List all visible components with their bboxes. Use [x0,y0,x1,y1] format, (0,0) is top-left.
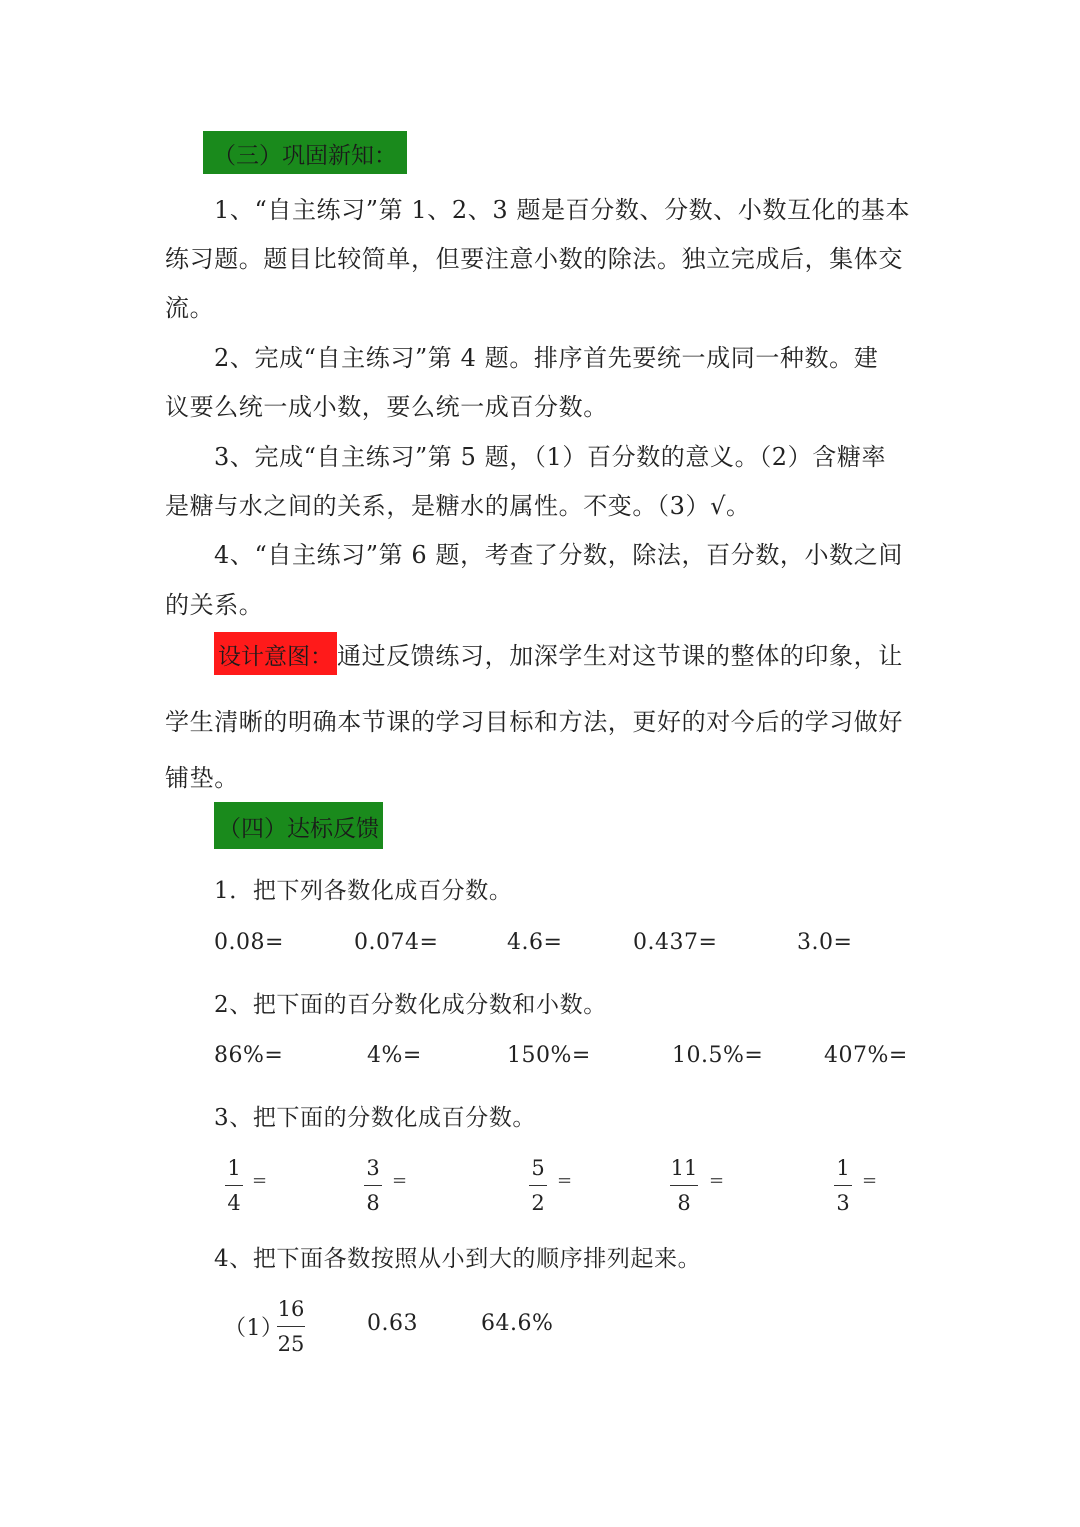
q3-fraction [361,1155,385,1216]
fraction-numerator: 1 [227,1156,241,1180]
fraction-denominator: 8 [677,1191,691,1215]
q4-label: （1） [224,1316,284,1341]
section3-p1-line1: 1、“自主练习”第 1、2、3 题是百分数、分数、小数互化的基本 [214,196,911,224]
fraction-denominator: 4 [227,1191,241,1215]
q1-item: 0.074= [354,930,439,955]
fraction-numerator: 5 [531,1156,545,1180]
q3-fraction [668,1155,700,1216]
q3-equals: = [392,1170,408,1191]
fraction-numerator: 16 [277,1297,305,1321]
section3-p3-line1: 3、完成“自主练习”第 5 题，（1）百分数的意义。（2）含糖率 [214,443,887,471]
q4-title: 4、把下面各数按照从小到大的顺序排列起来。 [214,1246,702,1272]
design-intent-label: 设计意图： [214,632,337,675]
q2-item: 407%= [824,1043,908,1068]
fraction-bar [277,1326,305,1327]
q1-item: 4.6= [507,930,563,955]
fraction-denominator: 25 [277,1332,305,1356]
section3-heading-label: （三）巩固新知： [203,131,407,174]
section3-p2-line2: 议要么统一成小数，要么统一成百分数。 [165,393,608,421]
fraction-numerator: 3 [366,1156,380,1180]
q1-item: 3.0= [797,930,853,955]
fraction-bar [670,1185,698,1186]
q3-equals: = [862,1170,878,1191]
q3-fraction [526,1155,550,1216]
q4-item: 0.63 [367,1311,418,1336]
section3-p4-line2: 的关系。 [165,591,264,619]
section3-heading [203,131,407,174]
fraction-bar [225,1185,243,1186]
section3-p3-line2: 是糖与水之间的关系，是糖水的属性。不变。（3）√。 [165,492,751,520]
fraction-denominator: 3 [836,1191,850,1215]
design-intent-line2: 学生清晰的明确本节课的学习目标和方法，更好的对今后的学习做好 [165,708,903,736]
q3-fraction [831,1155,855,1216]
design-intent-line3: 铺垫。 [165,764,239,792]
fraction-bar [529,1185,547,1186]
section3-p2-line1: 2、完成“自主练习”第 4 题。排序首先要统一成同一种数。建 [214,344,879,372]
q2-item: 10.5%= [672,1043,764,1068]
fraction-numerator: 11 [670,1156,698,1180]
q1-title: 1．把下列各数化成百分数。 [214,878,513,904]
section4-heading-label: （四）达标反馈 [214,802,383,849]
design-intent-text: 通过反馈练习，加深学生对这节课的整体的印象，让 [337,642,903,670]
q2-title: 2、把下面的百分数化成分数和小数。 [214,992,607,1018]
q4-fraction [274,1296,308,1357]
fraction-denominator: 8 [366,1191,380,1215]
q2-item: 4%= [367,1043,422,1068]
section4-heading [214,802,383,849]
q2-item: 86%= [214,1043,284,1068]
q3-equals: = [709,1170,725,1191]
fraction-numerator: 1 [836,1156,850,1180]
fraction-denominator: 2 [531,1191,545,1215]
q1-item: 0.08= [214,930,284,955]
q3-equals: = [252,1170,268,1191]
fraction-bar [834,1185,852,1186]
q1-item: 0.437= [633,930,718,955]
fraction-bar [364,1185,382,1186]
section3-p1-line3: 流。 [165,294,215,322]
q4-item: 64.6% [481,1311,554,1336]
q3-title: 3、把下面的分数化成百分数。 [214,1105,537,1131]
q3-equals: = [557,1170,573,1191]
section3-p4-line1: 4、“自主练习”第 6 题，考查了分数，除法，百分数，小数之间 [214,541,903,569]
q2-item: 150%= [507,1043,591,1068]
q3-fraction [222,1155,246,1216]
section3-p1-line2: 练习题。题目比较简单，但要注意小数的除法。独立完成后，集体交 [165,245,903,273]
design-intent-line1 [214,632,903,675]
